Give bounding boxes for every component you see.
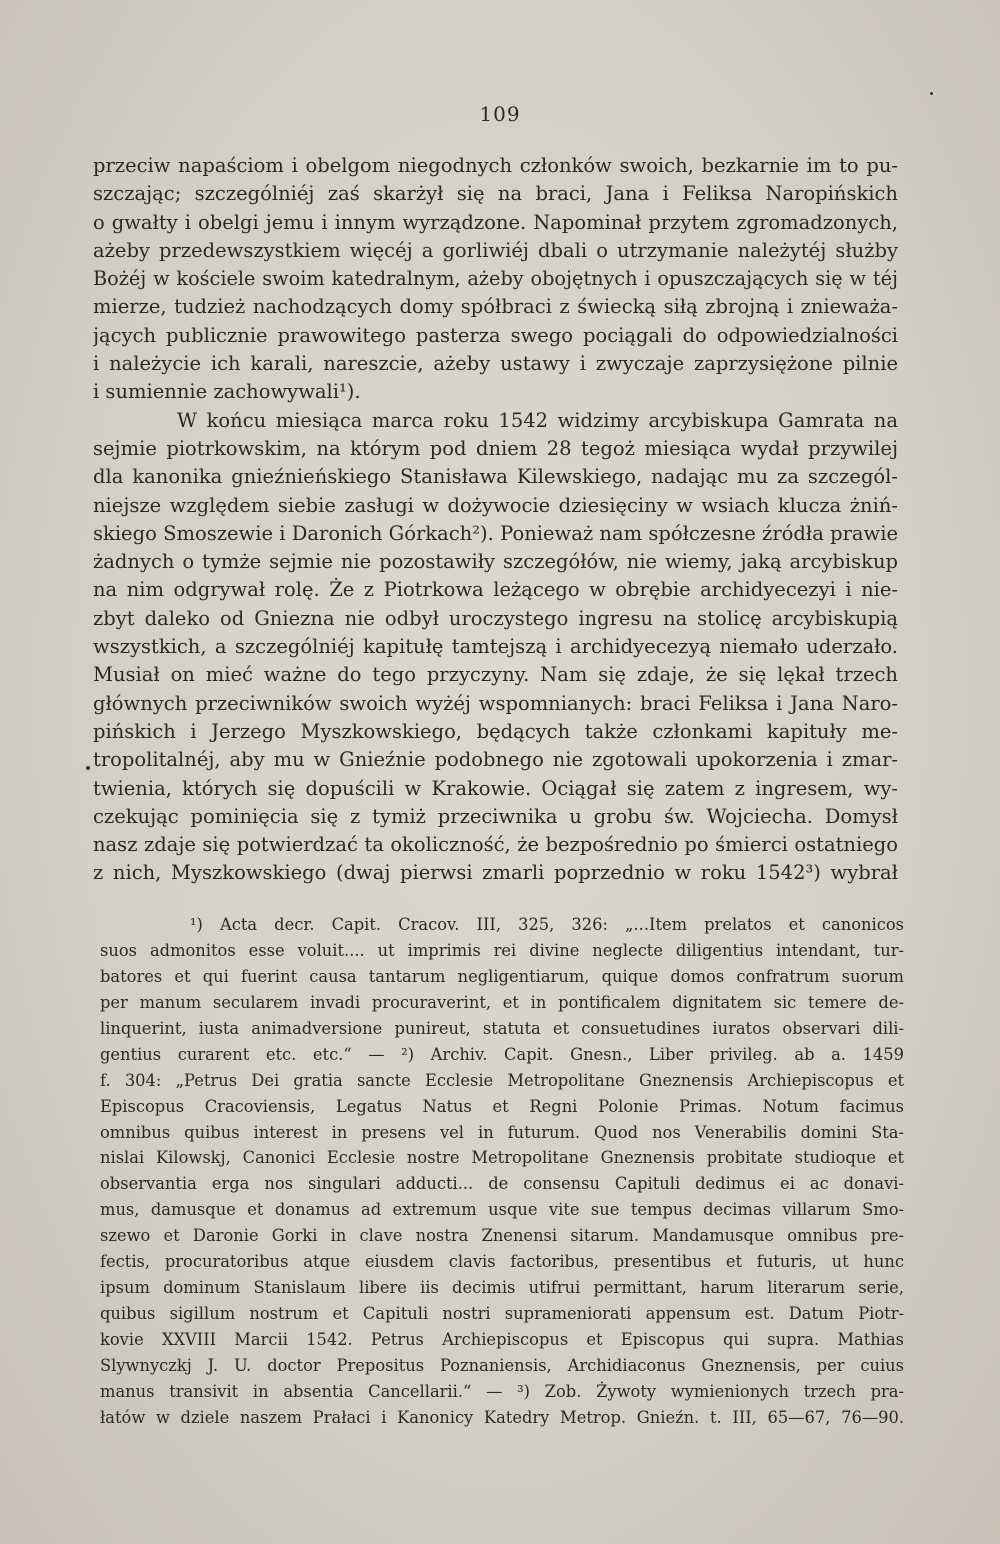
text-line: zbyt daleko od Gniezna nie odbył uroczystego ingresu na stolicę arcybiskupią xyxy=(93,606,898,630)
footnote-line: f. 304: „Petrus Dei gratia sancte Ecclesie Metropolitane Gneznensis Archiepiscopus et xyxy=(100,1070,904,1090)
text-line: tropolitalnéj, aby mu w Gnieźnie podobnego nie zgotowali upokorzenia i zmar- xyxy=(93,748,898,772)
paper-speck xyxy=(930,92,933,95)
paper-speck xyxy=(86,766,90,770)
footnote-line: batores et qui fuerint causa tantarum negligentiarum, quique domos confratrum suorum xyxy=(100,966,904,986)
text-line: Bożéj w kościele swoim katedralnym, ażeby obojętnych i opuszczających się w téj xyxy=(93,267,898,291)
text-line: pińskich i Jerzego Myszkowskiego, będących także członkami kapituły me- xyxy=(93,719,898,743)
footnote-line: suos admonitos esse voluit.... ut imprimis rei divine neglecte diligentius intendant, tur- xyxy=(100,940,904,960)
text-line: przeciw napaściom i obelgom niegodnych członków swoich, bezkarnie im to pu- xyxy=(93,154,898,177)
text-line: i należycie ich karali, nareszcie, ażeby ustawy i zwyczaje zaprzysiężone pilnie xyxy=(93,352,898,376)
footnote-line: omnibus quibus interest in presens vel in futurum. Quod nos Venerabilis domini Sta- xyxy=(100,1122,904,1142)
text-line: niejsze względem siebie zasługi w dożywocie dziesięciny w wsiach klucza żniń- xyxy=(93,493,898,517)
text-line: czekując pominięcia się z tymiż przeciwnika u grobu św. Wojciecha. Domysł xyxy=(93,804,898,828)
footnote-line: ipsum dominum Stanislaum libere iis decimis utifrui permittant, harum literarum serie, xyxy=(100,1278,904,1298)
footnote-line: mus, damusque et donamus ad extremum usque vite sue tempus decimas villarum Smo- xyxy=(100,1200,904,1220)
text-line: sejmie piotrkowskim, na którym pod dniem 28 tegoż miesiąca wydał przywilej xyxy=(93,436,898,460)
footnote-line: manus transivit in absentia Cancellarii.“ — ³) Zob. Żywoty wymienionych trzech pra- xyxy=(100,1381,904,1401)
text-line: wszystkich, a szczególniéj kapitułę tamtejszą i archidyecezyą niemało uderzało. xyxy=(93,635,898,659)
text-line: dla kanonika gnieźnieńskiego Stanisława Kilewskiego, nadając mu za szczegól- xyxy=(93,465,898,489)
text-line: nasz zdaje się potwierdzać ta okoliczność, że bezpośrednio po śmierci ostatniego xyxy=(93,833,898,857)
footnote-line: observantia erga nos singulari adducti... de consensu Capituli dedimus ei ac donavi- xyxy=(100,1174,904,1194)
footnote-line: ¹) Acta decr. Capit. Cracov. III, 325, 326: „...Item prelatos et canonicos xyxy=(190,915,904,934)
main-text xyxy=(93,152,898,888)
page-number: 109 xyxy=(479,102,521,126)
text-line: jących publicznie prawowitego pasterza swego pociągali do odpowiedzialności xyxy=(93,323,898,347)
paragraph-start-line: W końcu miesiąca marca roku 1542 widzimy arcybiskupa Gamrata na xyxy=(177,408,898,432)
footnote-line: szewo et Daronie Gorki in clave nostra Znenensi sitarum. Mandamusque omnibus pre- xyxy=(100,1226,904,1246)
footnote-line: łatów w dziele naszem Prałaci i Kanonicy Katedry Metrop. Gnieźn. t. III, 65—67, 76—90. xyxy=(100,1407,904,1427)
text-line: skiego Smoszewie i Daronich Górkach²). Ponieważ nam spółczesne źródła prawie xyxy=(93,521,898,545)
footnote-line: per manum secularem invadi procuraverint, et in pontificalem dignitatem sic temere de- xyxy=(100,992,904,1012)
text-line: szczając; szczególniéj zaś skarżył się na braci, Jana i Feliksa Naropińskich xyxy=(93,182,898,206)
text-line: Musiał on mieć ważne do tego przyczyny. Nam się zdaje, że się lękał trzech xyxy=(93,663,898,687)
footnote-line: linquerint, iusta animadversione punireut, statuta et consuetudines iuratos observari dili- xyxy=(100,1018,904,1038)
text-line: ażeby przedewszystkiem więcéj a gorliwiéj dbali o utrzymanie należytéj służby xyxy=(93,238,898,262)
footnote-line: quibus sigillum nostrum et Capituli nostri suprameniorati appensum est. Datum Piotr- xyxy=(100,1304,904,1324)
text-line: na nim odgrywał rolę. Że z Piotrkowa leżącego w obrębie archidyecezyi i nie- xyxy=(93,578,898,602)
footnote-line: fectis, procuratoribus atque eiusdem clavis factoribus, presentibus et futuris, ut hunc xyxy=(100,1252,904,1272)
text-line: żadnych o tymże sejmie nie pozostawiły szczegółów, nie wiemy, jaką arcybiskup xyxy=(93,550,898,574)
footnote-line: nislai Kilowskj, Canonici Ecclesie nostre Metropolitane Gneznensis probitate studioque et xyxy=(100,1148,904,1168)
text-line: z nich, Myszkowskiego (dwaj pierwsi zmarli poprzednio w roku 1542³) wybrał xyxy=(93,861,898,885)
text-line: twienia, których się dopuścili w Krakowie. Ociągał się zatem z ingresem, wy- xyxy=(93,776,898,800)
text-line: głównych przeciwników swoich wyżéj wspomnianych: braci Feliksa i Jana Naro- xyxy=(93,691,898,715)
text-line: i sumiennie zachowywali¹). xyxy=(93,380,361,404)
footnotes xyxy=(100,912,904,1431)
footnote-line: gentius curarent etc. etc.“ — ²) Archiv. Capit. Gnesn., Liber privileg. ab a. 1459 xyxy=(100,1044,904,1064)
footnote-line: kovie XXVIII Marcii 1542. Petrus Archiepiscopus et Episcopus qui supra. Mathias xyxy=(100,1330,904,1349)
text-line: o gwałty i obelgi jemu i innym wyrządzone. Napominał przytem zgromadzonych, xyxy=(93,210,898,234)
footnote-line: Slywnyczkj J. U. doctor Prepositus Poznaniensis, Archidiaconus Gneznensis, per cuius xyxy=(100,1355,904,1375)
footnote-line: Episcopus Cracoviensis, Legatus Natus et Regni Polonie Primas. Notum facimus xyxy=(100,1096,904,1116)
text-line: mierze, tudzież nachodzących domy spółbraci z świecką siłą zbrojną i znieważa- xyxy=(93,295,898,319)
